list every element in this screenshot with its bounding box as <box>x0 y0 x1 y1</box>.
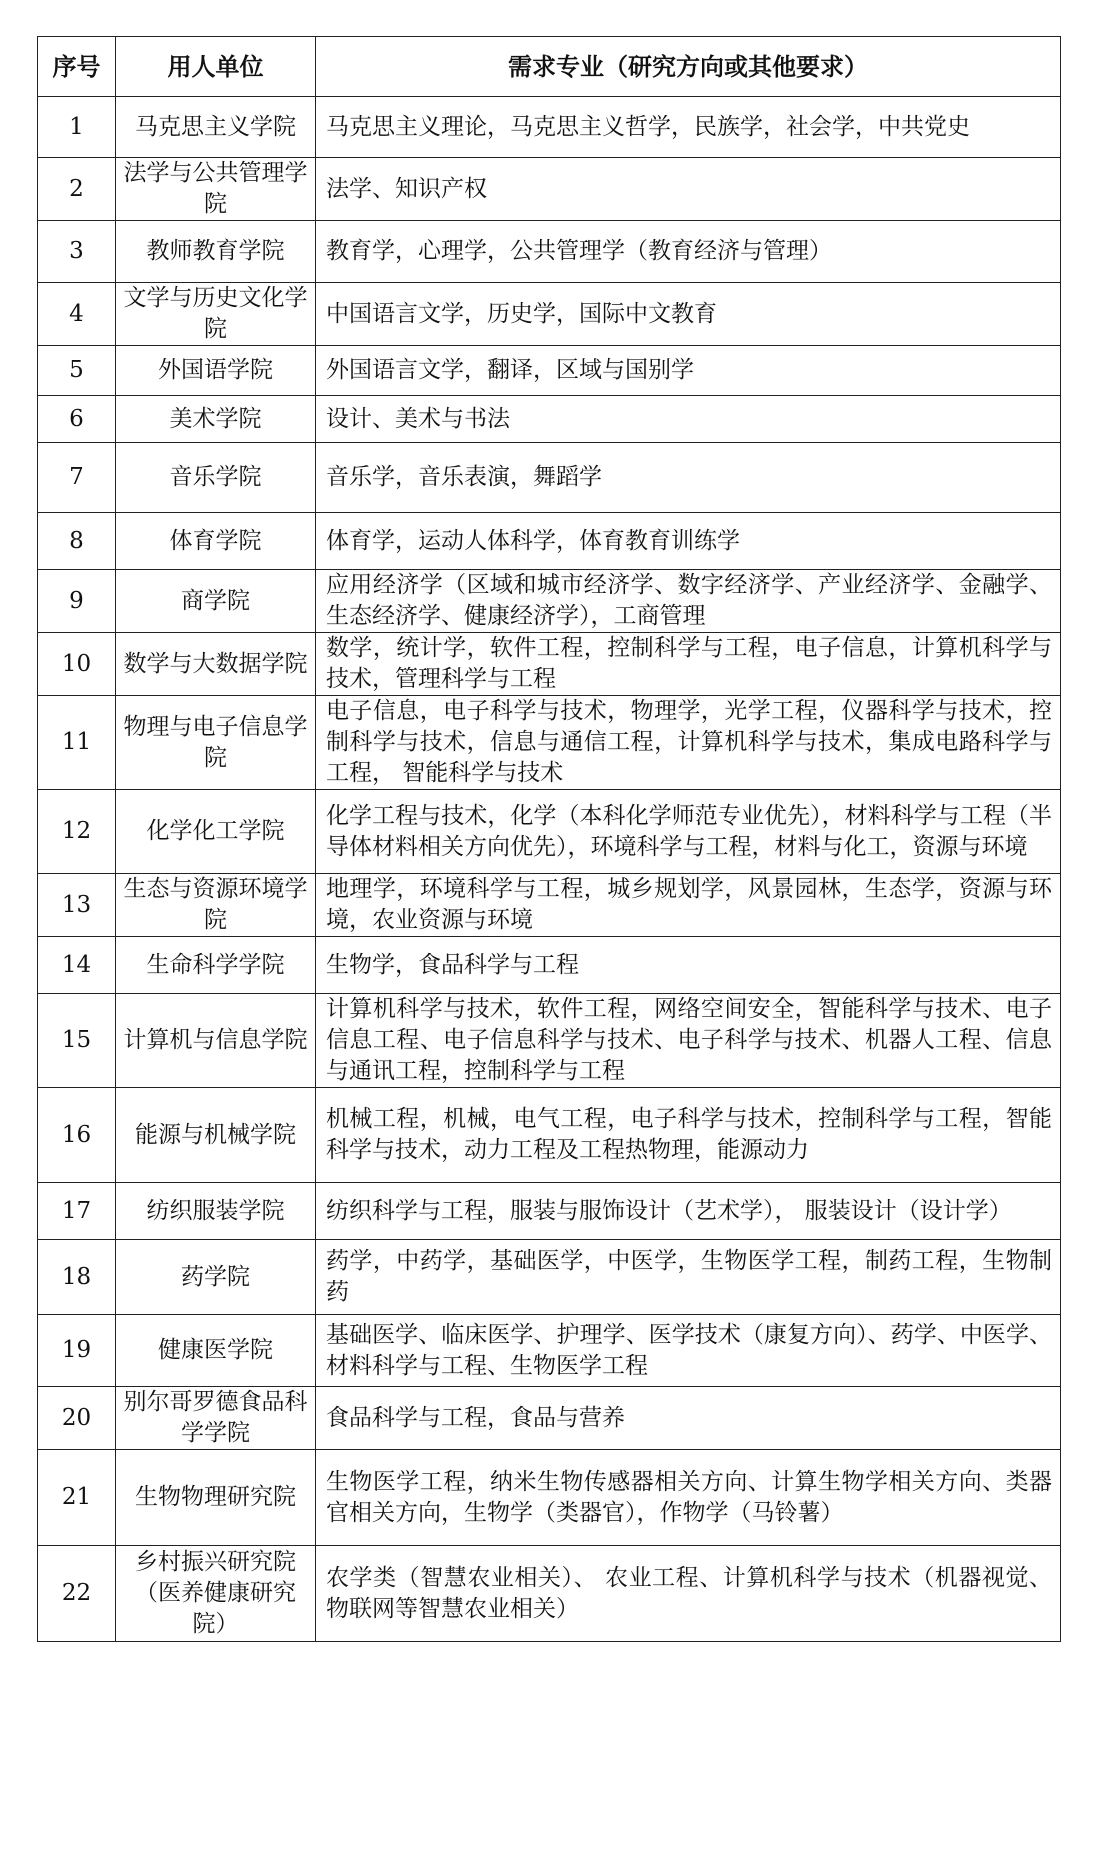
row-no: 14 <box>38 937 116 994</box>
row-no: 8 <box>38 513 116 570</box>
table-header-row <box>38 37 1061 97</box>
row-major: 纺织科学与工程，服装与服饰设计（艺术学）， 服装设计（设计学） <box>316 1183 1061 1240</box>
row-unit: 物理与电子信息学院 <box>116 696 316 790</box>
row-no: 3 <box>38 221 116 283</box>
table-row <box>38 937 1061 994</box>
row-unit: 乡村振兴研究院（医养健康研究院） <box>116 1546 316 1642</box>
row-major: 设计、美术与书法 <box>316 396 1061 443</box>
row-unit: 别尔哥罗德食品科学学院 <box>116 1387 316 1450</box>
row-major: 电子信息，电子科学与技术，物理学，光学工程，仪器科学与技术，控制科学与技术，信息与通信工程，计算机科学与技术，集成电路科学与工程， 智能科学与技术 <box>316 696 1061 790</box>
table-row <box>38 97 1061 158</box>
row-major: 外国语言文学，翻译，区域与国别学 <box>316 346 1061 396</box>
table-row <box>38 790 1061 874</box>
row-no: 4 <box>38 283 116 346</box>
row-no: 13 <box>38 874 116 937</box>
table-row <box>38 221 1061 283</box>
row-major: 生物医学工程，纳米生物传感器相关方向、计算生物学相关方向、类器官相关方向，生物学（类器官），作物学（马铃薯） <box>316 1450 1061 1546</box>
row-no: 18 <box>38 1240 116 1315</box>
row-unit: 化学化工学院 <box>116 790 316 874</box>
row-major: 计算机科学与技术，软件工程，网络空间安全，智能科学与技术、电子信息工程、电子信息科学与技术、电子科学与技术、机器人工程、信息与通讯工程，控制科学与工程 <box>316 994 1061 1088</box>
row-unit: 计算机与信息学院 <box>116 994 316 1088</box>
row-no: 7 <box>38 443 116 513</box>
row-major: 药学，中药学，基础医学，中医学，生物医学工程，制药工程，生物制药 <box>316 1240 1061 1315</box>
table-row <box>38 1088 1061 1183</box>
table-row <box>38 158 1061 221</box>
row-unit: 健康医学院 <box>116 1315 316 1387</box>
row-no: 22 <box>38 1546 116 1642</box>
table-row <box>38 396 1061 443</box>
row-unit: 纺织服装学院 <box>116 1183 316 1240</box>
row-unit: 音乐学院 <box>116 443 316 513</box>
row-unit: 法学与公共管理学院 <box>116 158 316 221</box>
table-row <box>38 570 1061 633</box>
table-row <box>38 513 1061 570</box>
row-major: 数学，统计学，软件工程，控制科学与工程，电子信息，计算机科学与技术，管理科学与工程 <box>316 633 1061 696</box>
header-major: 需求专业（研究方向或其他要求） <box>316 37 1061 97</box>
row-unit: 能源与机械学院 <box>116 1088 316 1183</box>
row-major: 法学、知识产权 <box>316 158 1061 221</box>
table-row <box>38 696 1061 790</box>
row-major: 化学工程与技术，化学（本科化学师范专业优先），材料科学与工程（半导体材料相关方向优先），环境科学与工程，材料与化工，资源与环境 <box>316 790 1061 874</box>
row-unit: 美术学院 <box>116 396 316 443</box>
row-unit: 药学院 <box>116 1240 316 1315</box>
row-no: 12 <box>38 790 116 874</box>
row-major: 应用经济学（区域和城市经济学、数字经济学、产业经济学、金融学、生态经济学、健康经济学），工商管理 <box>316 570 1061 633</box>
recruitment-table <box>37 36 1061 1642</box>
table-row <box>38 443 1061 513</box>
row-no: 6 <box>38 396 116 443</box>
row-unit: 文学与历史文化学院 <box>116 283 316 346</box>
row-no: 17 <box>38 1183 116 1240</box>
row-unit: 数学与大数据学院 <box>116 633 316 696</box>
header-unit: 用人单位 <box>116 37 316 97</box>
row-major: 体育学，运动人体科学，体育教育训练学 <box>316 513 1061 570</box>
row-no: 21 <box>38 1450 116 1546</box>
row-major: 教育学，心理学，公共管理学（教育经济与管理） <box>316 221 1061 283</box>
table-row <box>38 1240 1061 1315</box>
row-no: 11 <box>38 696 116 790</box>
row-unit: 体育学院 <box>116 513 316 570</box>
table-row <box>38 874 1061 937</box>
row-no: 9 <box>38 570 116 633</box>
row-major: 农学类（智慧农业相关）、 农业工程、计算机科学与技术（机器视觉、物联网等智慧农业相关） <box>316 1546 1061 1642</box>
row-unit: 外国语学院 <box>116 346 316 396</box>
row-major: 中国语言文学，历史学，国际中文教育 <box>316 283 1061 346</box>
table-row <box>38 1183 1061 1240</box>
table-row <box>38 633 1061 696</box>
row-no: 19 <box>38 1315 116 1387</box>
table-row <box>38 1546 1061 1642</box>
row-no: 1 <box>38 97 116 158</box>
row-no: 10 <box>38 633 116 696</box>
row-unit: 生命科学学院 <box>116 937 316 994</box>
table-row <box>38 283 1061 346</box>
row-unit: 商学院 <box>116 570 316 633</box>
row-no: 5 <box>38 346 116 396</box>
row-major: 机械工程，机械，电气工程，电子科学与技术，控制科学与工程，智能科学与技术，动力工程及工程热物理，能源动力 <box>316 1088 1061 1183</box>
row-unit: 生态与资源环境学院 <box>116 874 316 937</box>
row-major: 食品科学与工程，食品与营养 <box>316 1387 1061 1450</box>
row-no: 20 <box>38 1387 116 1450</box>
table-row <box>38 346 1061 396</box>
row-major: 马克思主义理论，马克思主义哲学，民族学，社会学，中共党史 <box>316 97 1061 158</box>
row-unit: 马克思主义学院 <box>116 97 316 158</box>
row-major: 基础医学、临床医学、护理学、医学技术（康复方向）、药学、中医学、材料科学与工程、生物医学工程 <box>316 1315 1061 1387</box>
table-row <box>38 994 1061 1088</box>
row-no: 2 <box>38 158 116 221</box>
row-no: 16 <box>38 1088 116 1183</box>
row-major: 生物学，食品科学与工程 <box>316 937 1061 994</box>
table-row <box>38 1387 1061 1450</box>
table-row <box>38 1315 1061 1387</box>
row-major: 音乐学，音乐表演，舞蹈学 <box>316 443 1061 513</box>
row-no: 15 <box>38 994 116 1088</box>
row-major: 地理学，环境科学与工程，城乡规划学，风景园林，生态学，资源与环境，农业资源与环境 <box>316 874 1061 937</box>
row-unit: 生物物理研究院 <box>116 1450 316 1546</box>
header-no: 序号 <box>38 37 116 97</box>
table-row <box>38 1450 1061 1546</box>
row-unit: 教师教育学院 <box>116 221 316 283</box>
